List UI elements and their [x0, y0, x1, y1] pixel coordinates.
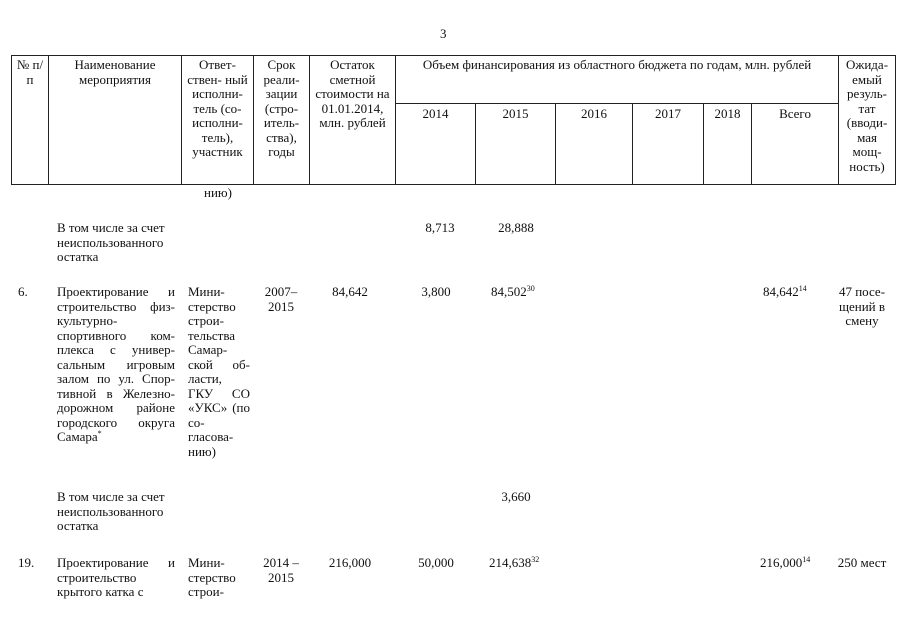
row19-responsible: Мини- стерство строи-	[188, 555, 236, 599]
row19-name: Проектирование и строительство крытого катка с	[57, 555, 175, 599]
header-result: Ожида- емый резуль- тат (вводи- мая мощ- ность)	[839, 56, 896, 185]
row6-name: Проектирование и строительство физ- культурно- спортивного ком- плекса с универ- сальным игровым залом по ул. Спор- тивной в Железно- дорожном районе городского округа Самара*	[57, 284, 175, 444]
header-total: Всего	[752, 104, 839, 185]
row-subtotal-2014: 8,713	[425, 220, 455, 235]
header-financing: Объем финансирования из областного бюджета по годам, млн. рублей	[396, 56, 839, 104]
header-responsible-overflow: нию)	[204, 185, 232, 200]
row-subtotal-name: В том числе за счет неиспользованного остатка	[57, 220, 165, 264]
row6-total-note: 14	[798, 284, 807, 293]
row6-responsible: Мини- стерство строи- тельства Самар- ской об- ласти, ГКУ СО «УКС» (по со- гласова- нию)	[188, 284, 250, 459]
row19-term: 2014 – 2015	[263, 555, 299, 585]
row-subtotal-2015: 28,888	[498, 220, 534, 235]
row19-2015: 214,638$^{32}$	[489, 555, 540, 570]
row19-2014: 50,000	[418, 555, 454, 570]
header-year-2017: 2017	[633, 104, 704, 185]
row6-result: 47 посе- щений в смену	[838, 284, 886, 328]
row6-term: 2007– 2015	[264, 284, 298, 314]
row6-number: 6.	[18, 284, 28, 299]
row19-2015-note: 32	[531, 555, 540, 564]
row19-number: 19.	[18, 555, 35, 570]
header-no: № п/п	[12, 56, 49, 185]
row6-2015: 84,502$^{30}$	[491, 284, 535, 299]
row19-result: 250 мест	[837, 555, 887, 570]
header-name: Наименование мероприятия	[49, 56, 182, 185]
row6-total: 84,642$^{14}$	[763, 284, 807, 299]
header-year-2014: 2014	[396, 104, 476, 185]
page-number: 3	[440, 26, 447, 41]
header-remainder: Остаток сметной стоимости на 01.01.2014, млн. рублей	[310, 56, 396, 185]
row6-subtotal-2015: 3,660	[501, 489, 531, 504]
header-term: Срок реали- зации (стро- итель- ства), годы	[254, 56, 310, 185]
row19-total-note: 14	[802, 555, 811, 564]
row6-subtotal-name: В том числе за счет неиспользованного остатка	[57, 489, 165, 533]
row6-name-mark: *	[97, 429, 102, 438]
row19-total: 216,000$^{14}$	[760, 555, 811, 570]
row19-remainder: 216,000	[328, 555, 372, 570]
header-responsible: Ответ- ствен- ный исполни- тель (со- исполни- тель), участник	[182, 56, 254, 185]
header-year-2015: 2015	[476, 104, 556, 185]
row6-remainder: 84,642	[332, 284, 368, 299]
row6-2014: 3,800	[421, 284, 451, 299]
row6-2015-note: 30	[526, 284, 535, 293]
header-year-2016: 2016	[556, 104, 633, 185]
header-year-2018: 2018	[704, 104, 752, 185]
table-header	[11, 55, 896, 185]
